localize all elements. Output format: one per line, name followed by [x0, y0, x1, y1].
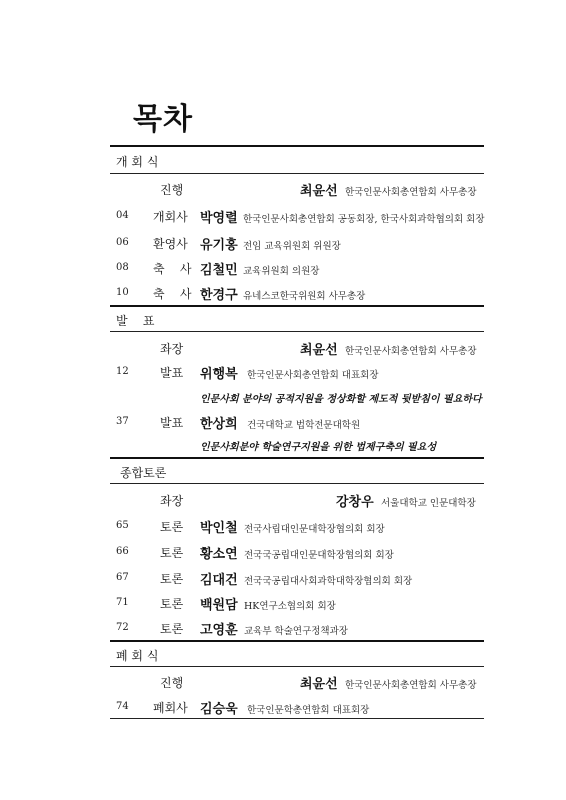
speaker-affiliation: 유네스코한국위원회 사무총장	[243, 291, 366, 302]
speaker-affiliation: 한국인문사회총연합회 공동회장, 한국사회과학협의회 회장	[243, 214, 485, 225]
page-number: 66	[116, 546, 129, 557]
section-rule	[110, 305, 484, 307]
page-number: 04	[116, 210, 129, 221]
speaker-name: 고영훈	[200, 623, 238, 638]
page-number: 10	[116, 287, 129, 298]
page-number: 12	[116, 366, 129, 377]
speaker-name: 황소연	[200, 547, 238, 562]
page-number: 71	[116, 597, 129, 608]
chair-name: 최윤선	[300, 343, 338, 358]
speaker-affiliation: 전국국공립대사회과학대학장협의회 회장	[244, 576, 413, 587]
speaker-affiliation: 전국국공립대인문대학장협의회 회장	[244, 550, 394, 561]
speaker-name: 김대건	[200, 573, 238, 588]
page-number: 06	[116, 237, 129, 248]
section-rule	[110, 640, 484, 642]
page-number: 08	[116, 262, 129, 273]
section-rule	[110, 145, 484, 147]
speaker-name: 김철민	[200, 263, 238, 278]
section-rule	[110, 718, 484, 719]
speaker-name: 박인철	[200, 521, 238, 536]
speaker-name: 한경구	[200, 288, 238, 303]
page-number: 37	[116, 416, 129, 427]
role-label: 축 사	[153, 262, 192, 276]
chair-affiliation: 한국인문사회총연합회 사무총장	[345, 187, 477, 198]
role-label: 토론	[160, 597, 184, 611]
section-opening: 개 회 식	[116, 155, 159, 169]
speaker-affiliation: HK연구소협의회 회장	[244, 601, 336, 612]
role-label: 환영사	[153, 237, 188, 251]
role-label: 토론	[160, 572, 184, 586]
chair-role: 진행	[160, 183, 184, 197]
speaker-name: 박영렬	[200, 211, 238, 226]
role-label: 토론	[160, 622, 184, 636]
speaker-name: 한상희	[200, 417, 238, 432]
speaker-affiliation: 전임 교육위원회 위원장	[243, 241, 341, 252]
chair-role: 좌장	[160, 494, 184, 508]
section-rule	[110, 483, 484, 484]
talk-title: 인문사회분야 학술연구지원을 위한 법제구축의 필요성	[200, 442, 437, 453]
chair-name: 강창우	[336, 495, 374, 510]
speaker-affiliation: 한국인문사회총연합회 대표회장	[247, 370, 379, 381]
speaker-name: 유기홍	[200, 238, 238, 253]
speaker-affiliation: 전국사립대인문대학장협의회 회장	[244, 524, 385, 535]
speaker-affiliation: 한국인문학총연합회 대표회장	[247, 705, 370, 716]
chair-name: 최윤선	[300, 677, 338, 692]
chair-name: 최윤선	[300, 184, 338, 199]
speaker-affiliation: 교육부 학술연구정책과장	[244, 626, 348, 637]
speaker-name: 백원담	[200, 598, 238, 613]
chair-role: 좌장	[160, 342, 184, 356]
role-label: 토론	[160, 546, 184, 560]
page-number: 74	[116, 701, 129, 712]
page-number: 72	[116, 622, 129, 633]
section-rule	[110, 331, 484, 332]
section-rule	[110, 173, 484, 174]
role-label: 축 사	[153, 287, 192, 301]
page-number: 67	[116, 572, 129, 583]
section-presentation: 발 표	[116, 314, 155, 328]
speaker-affiliation: 교육위원회 의원장	[243, 266, 320, 277]
role-label: 폐회사	[153, 701, 188, 715]
chair-affiliation: 서울대학교 인문대학장	[381, 498, 476, 509]
page-number: 65	[116, 520, 129, 531]
section-rule	[110, 457, 484, 459]
role-label: 개회사	[153, 210, 188, 224]
section-closing: 폐 회 식	[116, 649, 159, 663]
speaker-name: 김승욱	[200, 702, 238, 717]
role-label: 발표	[160, 416, 184, 430]
chair-affiliation: 한국인문사회총연합회 사무총장	[345, 346, 477, 357]
section-discussion: 종합토론	[120, 466, 167, 480]
chair-affiliation: 한국인문사회총연합회 사무총장	[345, 680, 477, 691]
speaker-name: 위행복	[200, 367, 238, 382]
role-label: 토론	[160, 520, 184, 534]
talk-title: 인문사회 분야의 공적지원을 정상화할 제도적 뒷받침이 필요하다	[200, 394, 482, 405]
speaker-affiliation: 건국대학교 법학전문대학원	[247, 420, 361, 431]
page-title: 목차	[133, 102, 193, 137]
role-label: 발표	[160, 366, 184, 380]
section-rule	[110, 666, 484, 667]
chair-role: 진행	[160, 676, 184, 690]
